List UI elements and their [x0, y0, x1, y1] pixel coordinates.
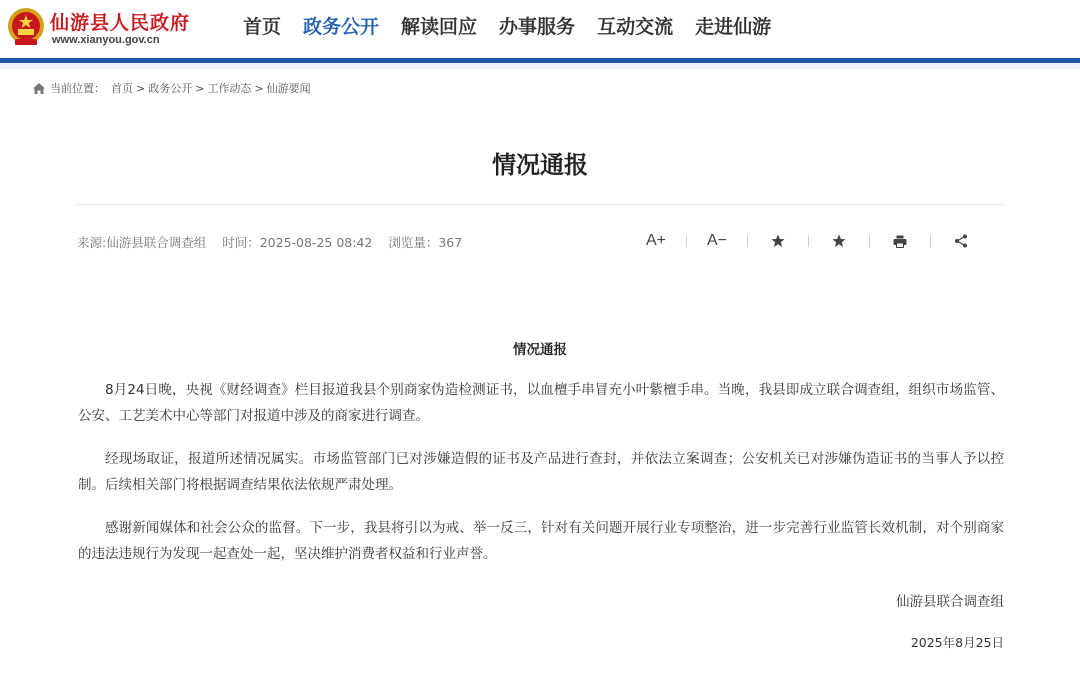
article-signature: 仙游县联合调查组: [896, 594, 1004, 610]
article-paragraph: 8月24日晚，央视《财经调查》栏目报道我县个别商家伪造检测证书，以血檀手串冒充小叶紫檀手串。当晚，我县即成立联合调查组，组织市场监管、公安、工艺美术中心等部门对报道中涉及的商家进行调查。: [78, 382, 1004, 424]
main-nav: [232, 12, 782, 39]
site-url: www.xianyou.gov.cn: [52, 34, 160, 46]
page-title: 情况通报: [492, 151, 588, 179]
header-divider: [0, 63, 1080, 69]
national-emblem-icon[interactable]: [6, 6, 46, 48]
toolbar-separator: [808, 235, 809, 247]
article-toolbar: [640, 230, 977, 252]
article-source: 来源:仙游县联合调查组: [77, 235, 207, 250]
toolbar-separator: [747, 235, 748, 247]
nav-item-services[interactable]: 办事服务: [499, 16, 576, 38]
breadcrumb-xianyou-news[interactable]: 仙游要闻: [266, 82, 311, 95]
toolbar-separator: [686, 235, 687, 247]
toolbar-separator: [869, 235, 870, 247]
article-date: 2025年8月25日: [910, 635, 1004, 650]
breadcrumb-prefix: 当前位置：: [50, 82, 105, 95]
article-meta: [77, 233, 478, 251]
font-decrease-icon[interactable]: A−: [706, 232, 727, 249]
nav-item-interaction[interactable]: 互动交流: [597, 16, 674, 38]
site-header: [0, 0, 1080, 58]
article-views: 浏览量：367: [388, 235, 463, 250]
breadcrumb-home[interactable]: 首页: [111, 82, 133, 95]
breadcrumb-gov-affairs[interactable]: 政务公开: [148, 82, 193, 95]
nav-item-home[interactable]: 首页: [243, 16, 282, 38]
breadcrumb-separator: >: [195, 81, 205, 95]
article-heading: 情况通报: [513, 342, 567, 358]
breadcrumb-work-news[interactable]: 工作动态: [207, 82, 252, 95]
bookmark-star-icon[interactable]: [823, 230, 855, 252]
share-icon[interactable]: [945, 230, 977, 252]
breadcrumb: [32, 80, 311, 96]
print-icon[interactable]: [884, 230, 916, 252]
nav-item-about-xianyou[interactable]: 走进仙游: [695, 16, 772, 38]
title-divider: [76, 204, 1004, 205]
site-name[interactable]: 仙游县人民政府: [50, 12, 191, 34]
home-icon: [32, 82, 46, 95]
article-paragraph: 经现场取证，报道所述情况属实。市场监管部门已对涉嫌造假的证书及产品进行查封，并依法立案调查；公安机关已对涉嫌伪造证书的当事人予以控制。后续相关部门将根据调查结果依法依规严肃处理。: [78, 451, 1004, 493]
article-paragraph: 感谢新闻媒体和社会公众的监督。下一步，我县将引以为戒、举一反三，针对有关问题开展行业专项整治，进一步完善行业监管长效机制，对个别商家的违法违规行为发现一起查处一起，坚决维护消费者权益和行业声誉。: [78, 520, 1004, 562]
nav-item-interpretation[interactable]: 解读回应: [401, 16, 478, 38]
breadcrumb-separator: >: [136, 81, 146, 95]
article-time: 时间：2025-08-25 08:42: [222, 235, 373, 250]
nav-item-gov-affairs[interactable]: 政务公开: [303, 16, 380, 38]
breadcrumb-separator: >: [254, 81, 264, 95]
favorite-star-icon[interactable]: [762, 230, 794, 252]
toolbar-separator: [930, 235, 931, 247]
font-increase-icon[interactable]: A+: [645, 232, 666, 249]
